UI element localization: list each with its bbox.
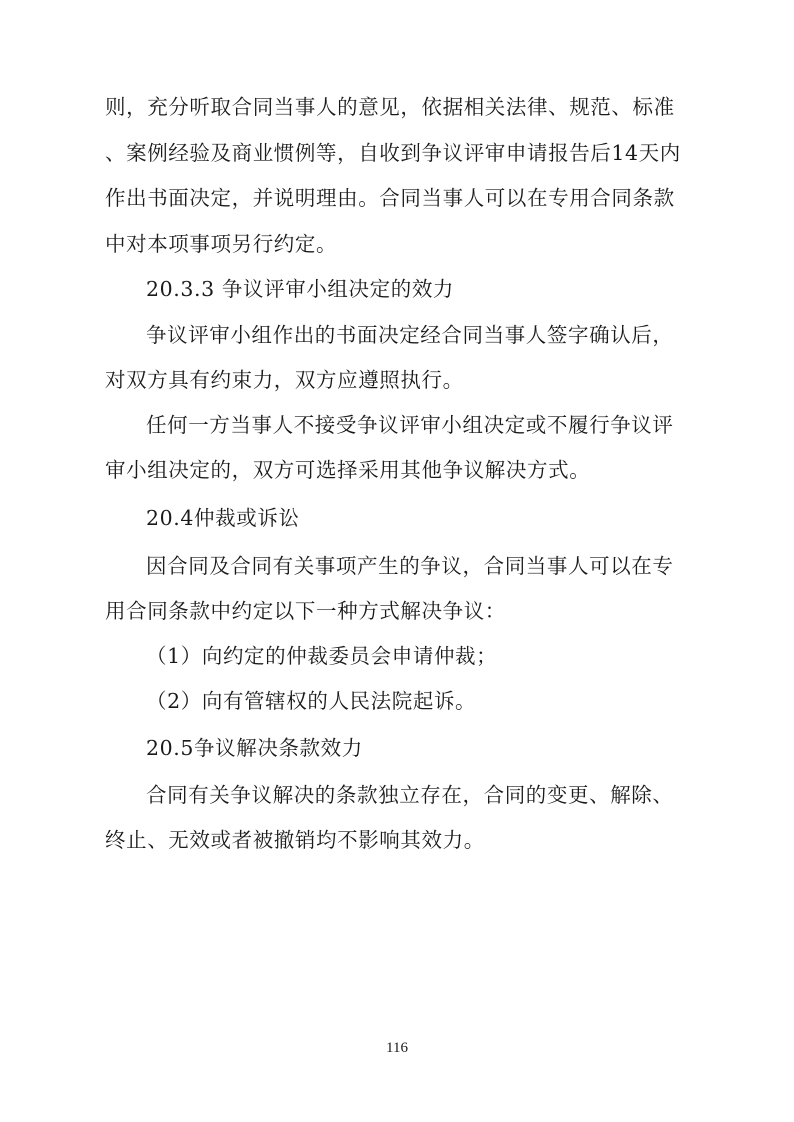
paragraph-line: 合同有关争议解决的条款独立存在，合同的变更、解除、 (146, 783, 674, 807)
section-heading-20-5: 20.5争议解决条款效力 (146, 736, 363, 760)
paragraph-line: 争议评审小组作出的书面决定经合同当事人签字确认后， (146, 323, 674, 347)
paragraph-line: 、案例经验及商业惯例等，自收到争议评审申请报告后14天内 (105, 141, 681, 165)
section-heading-20-3-3: 20.3.3 争议评审小组决定的效力 (146, 277, 455, 301)
paragraph-line: 作出书面决定，并说明理由。合同当事人可以在专用合同条款 (105, 186, 675, 210)
paragraph-line: 用合同条款中约定以下一种方式解决争议： (105, 599, 506, 623)
paragraph-line: 任何一方当事人不接受争议评审小组决定或不履行争议评 (146, 413, 674, 437)
paragraph-line: 则，充分听取合同当事人的意见，依据相关法律、规范、标准 (105, 95, 675, 119)
list-item: （1）向约定的仲裁委员会申请仲裁； (146, 644, 498, 668)
list-item: （2）向有管辖权的人民法院起诉。 (146, 689, 477, 713)
paragraph-line: 中对本项事项另行约定。 (105, 232, 338, 256)
paragraph-line: 对双方具有约束力，双方应遵照执行。 (105, 368, 464, 392)
section-heading-20-4: 20.4仲裁或诉讼 (146, 506, 300, 530)
paragraph-line: 审小组决定的，双方可选择采用其他争议解决方式。 (105, 458, 591, 482)
paragraph-line: 终止、无效或者被撤销均不影响其效力。 (105, 828, 485, 852)
page-number: 116 (386, 1040, 408, 1056)
paragraph-line: 因合同及合同有关事项产生的争议，合同当事人可以在专 (146, 554, 674, 578)
